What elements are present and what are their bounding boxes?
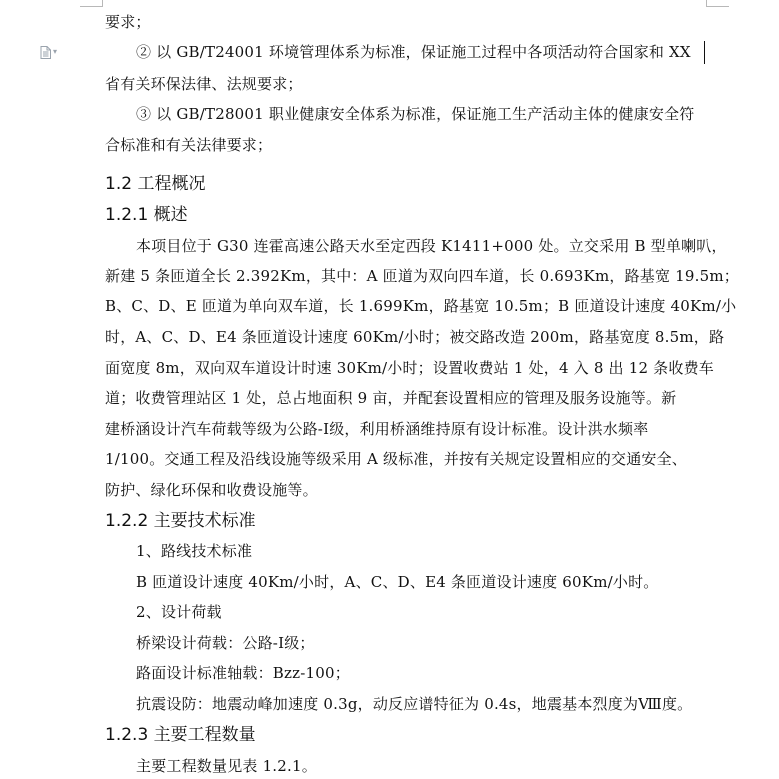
text-line: 合标准和有关法律要求；	[105, 136, 273, 154]
list-item-3: ③ 以 GB/T28001 职业健康安全体系为标准，保证施工生产活动主体的健康安全符	[136, 105, 695, 123]
heading-1-2-2: 1.2.2 主要技术标准	[105, 511, 256, 531]
text-cursor	[704, 41, 705, 64]
paragraph-handle[interactable]	[40, 45, 62, 59]
paragraph-line: 防护、绿化环保和收费设施等。	[105, 481, 318, 499]
paragraph-menu-icon	[40, 46, 51, 59]
text-line: 路面设计标准轴载：Bzz-100；	[136, 664, 350, 682]
page-corner-mark-left	[80, 0, 103, 7]
heading-1-2-1: 1.2.1 概述	[105, 205, 188, 225]
text-line: 抗震设防：地震动峰加速度 0.3g，动反应谱特征为 0.4s，地震基本烈度为Ⅷ度。	[136, 695, 693, 713]
paragraph-line: 面宽度 8m，双向双车道设计时速 30Km/小时；设置收费站 1 处，4 入 8 出 12 条收费车	[105, 359, 714, 377]
text-line: 桥梁设计荷载：公路-Ⅰ级；	[136, 634, 315, 652]
list-item-2: ② 以 GB/T24001 环境管理体系为标准，保证施工过程中各项活动符合国家和 XX	[136, 43, 691, 61]
chevron-down-icon: ▾	[53, 47, 58, 56]
paragraph-line: 建桥涵设计汽车荷载等级为公路-Ⅰ级，利用桥涵维持原有设计标准。设计洪水频率	[105, 420, 649, 438]
list-item: 2、设计荷载	[136, 603, 222, 621]
text-line: 要求；	[105, 13, 151, 31]
paragraph-line: B、C、D、E 匝道为单向双车道，长 1.699Km，路基宽 10.5m；B 匝道设计速度 40Km/小	[105, 297, 737, 315]
list-item: 1、路线技术标准	[136, 542, 253, 560]
heading-1-2: 1.2 工程概况	[105, 174, 206, 194]
text-line: B 匝道设计速度 40Km/小时，A、C、D、E4 条匝道设计速度 60Km/小时。	[136, 573, 659, 591]
heading-1-2-3: 1.2.3 主要工程数量	[105, 725, 256, 745]
paragraph-line: 本项目位于 G30 连霍高速公路天水至定西段 K1411+000 处。立交采用 B 型单喇叭，	[136, 237, 727, 255]
paragraph-line: 道；收费管理站区 1 处，总占地面积 9 亩，并配套设置相应的管理及服务设施等。新	[105, 389, 677, 407]
text-line: 主要工程数量见表 1.2.1。	[136, 757, 317, 775]
page-corner-mark-right	[706, 0, 729, 7]
paragraph-line: 新建 5 条匝道全长 2.392Km，其中：A 匝道为双向四车道，长 0.693Km，路基宽 19.5m；	[105, 267, 739, 285]
text-line: 省有关环保法律、法规要求；	[105, 75, 303, 93]
paragraph-line: 时，A、C、D、E4 条匝道设计速度 60Km/小时；被交路改造 200m，路基宽度 8.5m，路	[105, 328, 725, 346]
paragraph-line: 1/100。交通工程及沿线设施等级采用 A 级标准，并按有关规定设置相应的交通安全、	[105, 450, 687, 468]
